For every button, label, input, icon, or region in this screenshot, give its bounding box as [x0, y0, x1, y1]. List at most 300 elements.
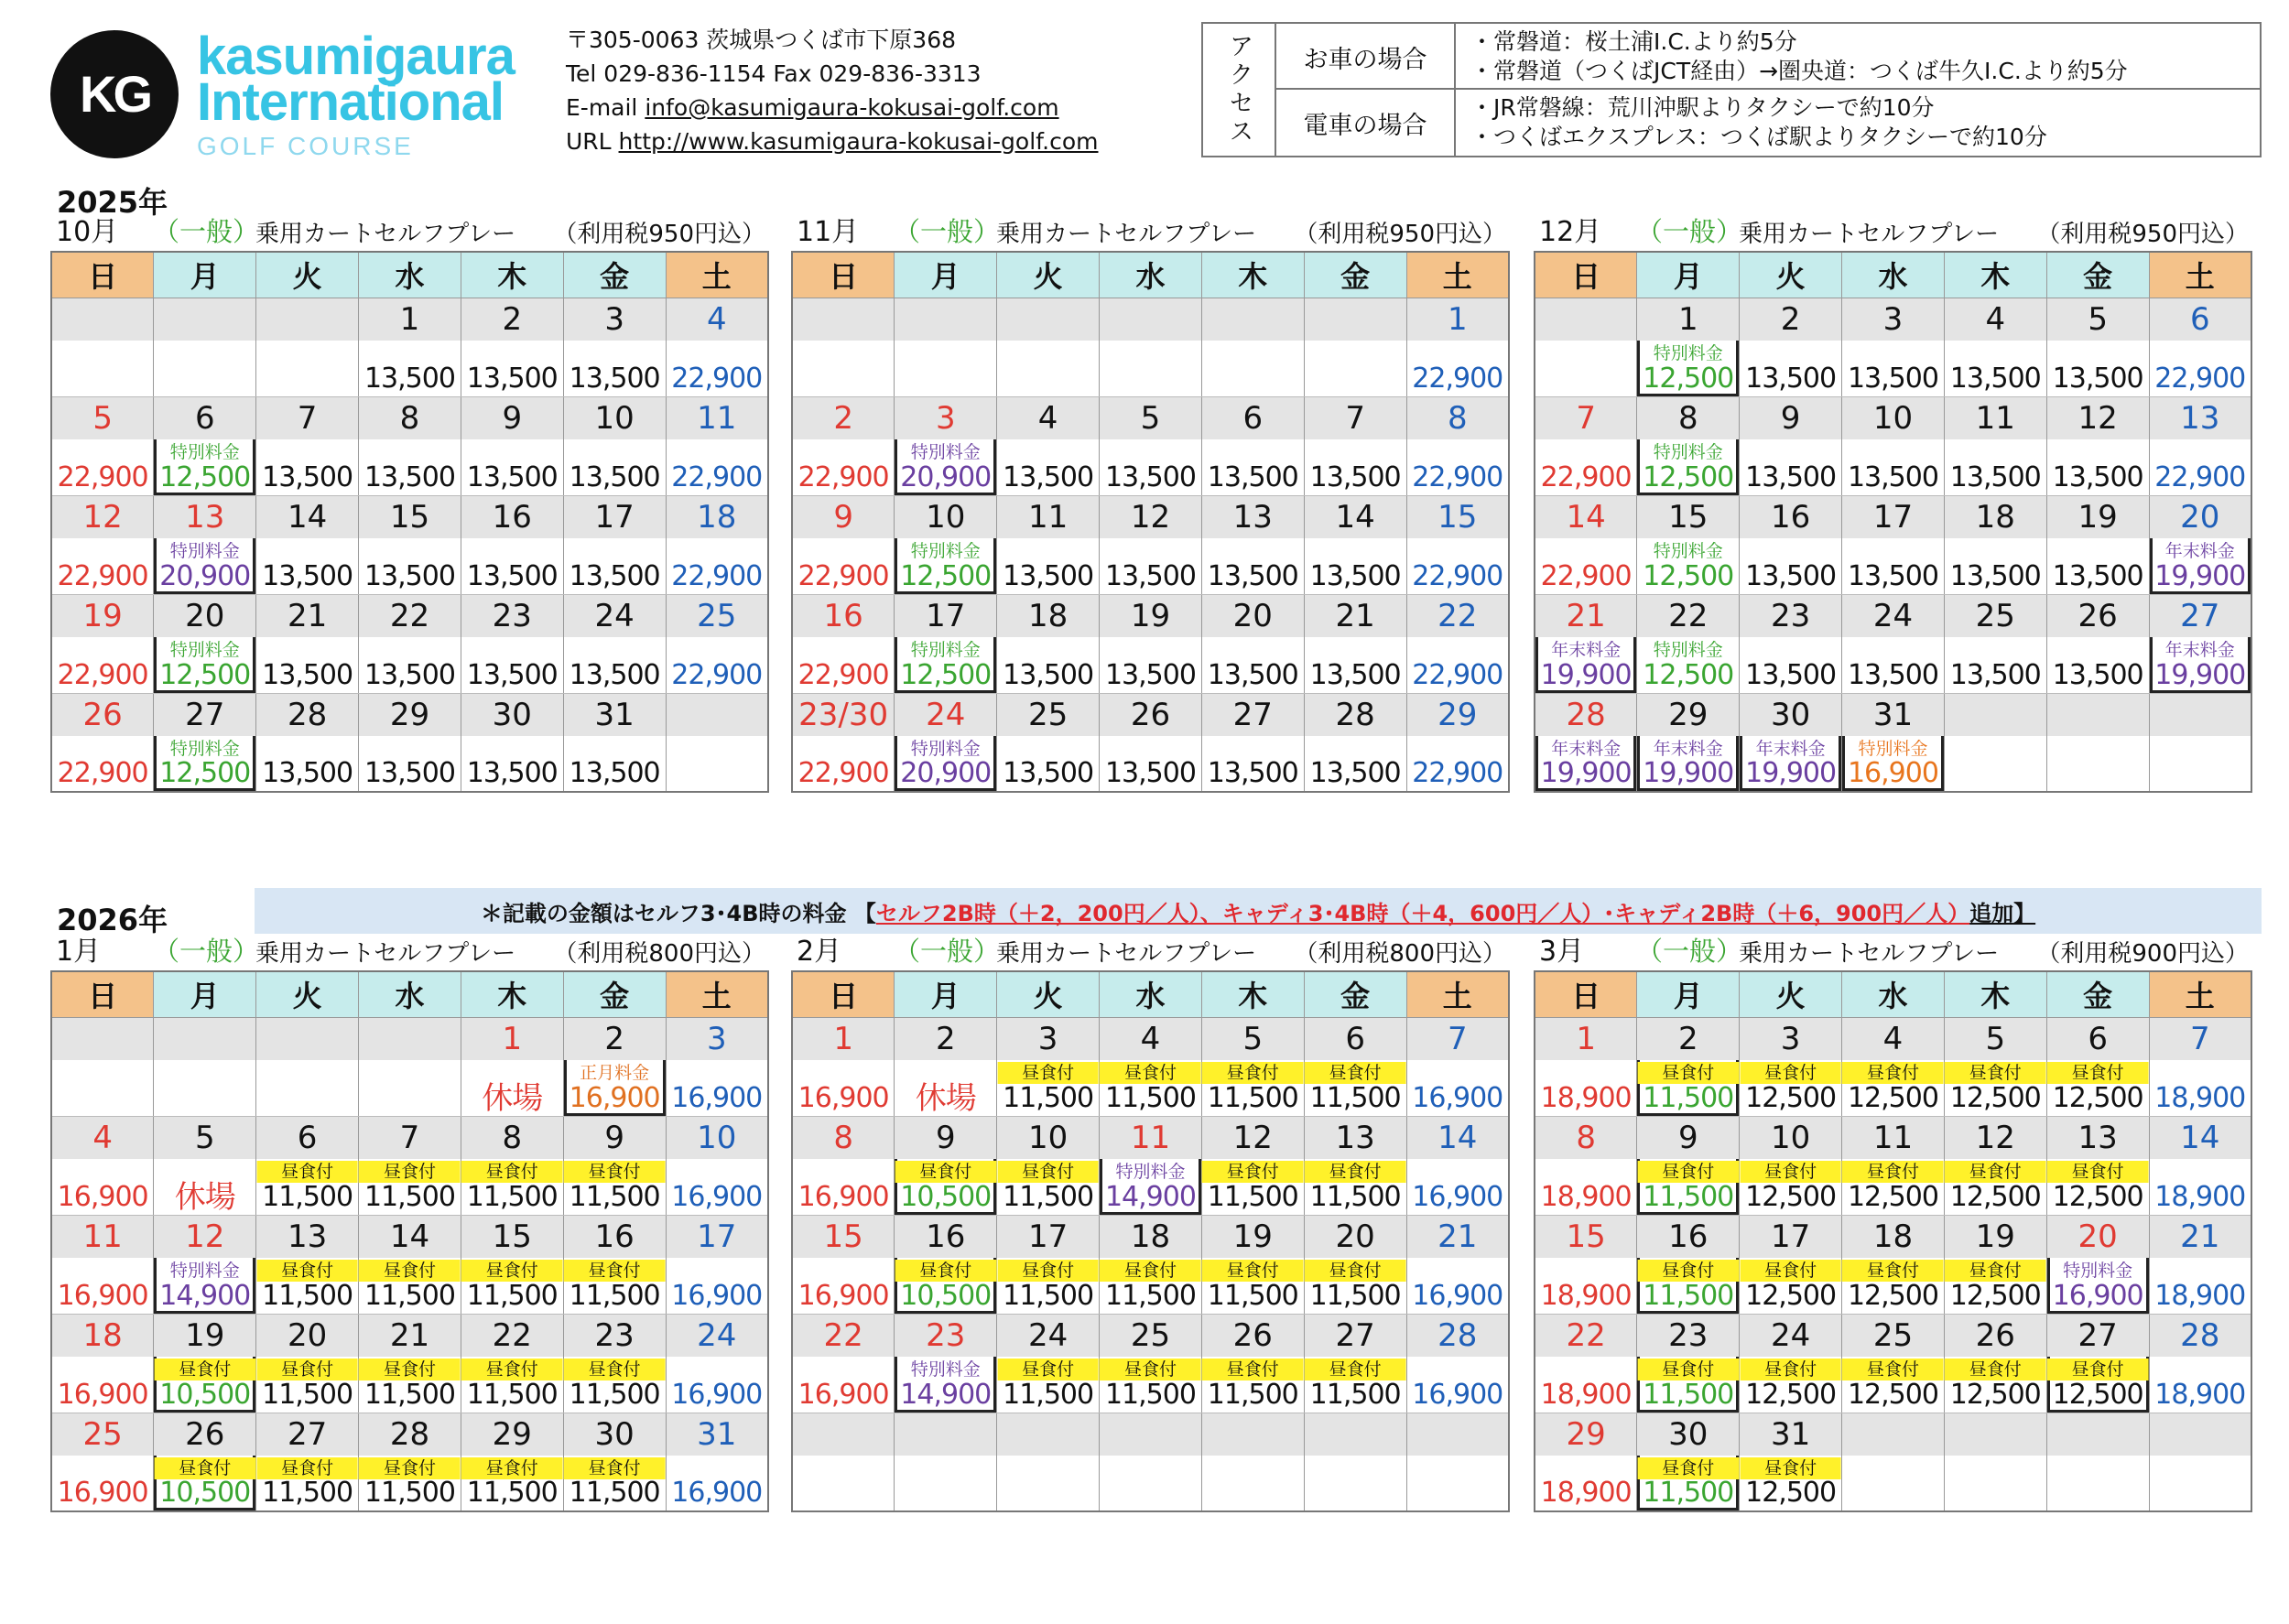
- day-cell[interactable]: [564, 1413, 666, 1511]
- day-cell[interactable]: [793, 694, 894, 792]
- day-cell[interactable]: [2150, 298, 2251, 396]
- day-cell[interactable]: [1202, 595, 1304, 693]
- day-cell[interactable]: [52, 1413, 153, 1511]
- rate-badge: 特別料金: [910, 738, 981, 759]
- day-cell[interactable]: [1407, 1018, 1508, 1116]
- day-cell[interactable]: [1305, 397, 1406, 495]
- day-cell[interactable]: [564, 694, 666, 792]
- day-cell[interactable]: [1305, 496, 1406, 594]
- day-cell[interactable]: [1945, 595, 2046, 693]
- day-cell[interactable]: [1637, 1413, 1739, 1511]
- day-cell[interactable]: [359, 298, 461, 396]
- price: 13,500: [1847, 559, 1938, 592]
- day-cell[interactable]: [1740, 595, 1841, 693]
- day-cell[interactable]: [1945, 1315, 2046, 1413]
- day-cell[interactable]: [997, 1018, 1099, 1116]
- rate-badge: 昼食付: [1740, 1457, 1841, 1479]
- price: 12,500: [1847, 1378, 1938, 1411]
- week-row: [792, 396, 1509, 495]
- day-cell: [1202, 298, 1304, 396]
- price: 16,900: [797, 1180, 889, 1213]
- day-number: 16: [461, 496, 563, 538]
- weekday-header: 土: [666, 971, 768, 1017]
- day-cell[interactable]: [1305, 1315, 1406, 1413]
- price: 22,900: [1412, 757, 1503, 789]
- weekday-header: 木: [1201, 252, 1304, 298]
- day-number: [667, 694, 767, 736]
- day-number: 14: [1407, 1117, 1508, 1159]
- day-cell[interactable]: [1535, 1018, 1636, 1116]
- day-cell[interactable]: [667, 1018, 767, 1116]
- day-cell[interactable]: [52, 496, 153, 594]
- day-cell[interactable]: [1407, 1315, 1508, 1413]
- day-cell[interactable]: [154, 1117, 255, 1215]
- day-cell[interactable]: [1535, 1216, 1636, 1314]
- rate-badge: 昼食付: [1100, 1359, 1201, 1380]
- day-cell[interactable]: [1305, 1018, 1406, 1116]
- day-number: 12: [52, 496, 153, 538]
- price: 13,500: [1207, 460, 1298, 493]
- day-cell[interactable]: [1637, 595, 1739, 693]
- day-cell[interactable]: [1535, 694, 1636, 792]
- day-number: 15: [461, 1216, 563, 1258]
- price: 14,900: [900, 1378, 992, 1411]
- rate-badge: 特別料金: [1653, 540, 1723, 561]
- day-cell[interactable]: [1100, 595, 1201, 693]
- day-cell[interactable]: [256, 595, 358, 693]
- day-cell[interactable]: [564, 496, 666, 594]
- day-cell[interactable]: [1535, 595, 1636, 693]
- day-cell[interactable]: [564, 1216, 666, 1314]
- day-number: 16: [895, 1216, 996, 1258]
- day-cell[interactable]: [564, 397, 666, 495]
- day-cell[interactable]: [256, 1315, 358, 1413]
- day-cell[interactable]: [895, 1117, 996, 1215]
- day-cell: [1100, 1413, 1201, 1511]
- day-number: 14: [1305, 496, 1406, 538]
- day-cell[interactable]: [1100, 496, 1201, 594]
- day-cell[interactable]: [154, 595, 255, 693]
- day-cell[interactable]: [667, 1315, 767, 1413]
- day-cell[interactable]: [895, 694, 996, 792]
- day-cell[interactable]: [1637, 496, 1739, 594]
- day-number: 21: [359, 1315, 461, 1357]
- price: 22,900: [671, 460, 763, 493]
- price: 12,500: [1745, 1378, 1837, 1411]
- day-number: 26: [1100, 694, 1201, 736]
- day-cell: [2047, 1413, 2149, 1511]
- car-route-2: ・常磐道（つくばJCT経由）→圏央道：つくば牛久I.C.より約5分: [1470, 58, 2128, 84]
- day-cell[interactable]: [1637, 397, 1739, 495]
- day-cell[interactable]: [997, 397, 1099, 495]
- day-cell[interactable]: [52, 595, 153, 693]
- price: 13,500: [569, 559, 660, 592]
- day-cell[interactable]: [1945, 496, 2046, 594]
- day-number: 21: [2150, 1216, 2251, 1258]
- day-cell[interactable]: [154, 397, 255, 495]
- day-cell[interactable]: [667, 595, 767, 693]
- day-cell[interactable]: [1305, 1117, 1406, 1215]
- rate-badge: 特別料金: [169, 738, 240, 759]
- day-cell[interactable]: [52, 694, 153, 792]
- day-cell[interactable]: [895, 496, 996, 594]
- day-number: 18: [1100, 1216, 1201, 1258]
- day-number: 3: [1740, 1018, 1841, 1060]
- day-cell[interactable]: [461, 1216, 563, 1314]
- day-cell[interactable]: [1305, 595, 1406, 693]
- calendar-grid: [50, 251, 769, 793]
- day-cell[interactable]: [1407, 397, 1508, 495]
- day-cell[interactable]: [2150, 1117, 2251, 1215]
- day-cell[interactable]: [667, 1216, 767, 1314]
- day-cell[interactable]: [256, 1413, 358, 1511]
- day-cell[interactable]: [667, 1117, 767, 1215]
- day-cell[interactable]: [2150, 1216, 2251, 1314]
- price: 13,500: [1847, 658, 1938, 691]
- day-cell[interactable]: [1100, 397, 1201, 495]
- day-number: 20: [2047, 1216, 2149, 1258]
- day-cell[interactable]: [154, 496, 255, 594]
- day-cell[interactable]: [1842, 496, 1944, 594]
- day-number: 20: [256, 1315, 358, 1357]
- weekday-header: 土: [1406, 252, 1509, 298]
- day-cell[interactable]: [1202, 1315, 1304, 1413]
- train-route-1: ・JR常磐線：荒川沖駅よりタクシーで約10分: [1470, 94, 1935, 121]
- rate-badge: 年末料金: [1653, 738, 1723, 759]
- day-cell: [1202, 1413, 1304, 1511]
- day-cell[interactable]: [1407, 1117, 1508, 1215]
- day-cell[interactable]: [2047, 1117, 2149, 1215]
- day-cell[interactable]: [1740, 298, 1841, 396]
- day-cell[interactable]: [793, 1315, 894, 1413]
- day-cell[interactable]: [564, 595, 666, 693]
- day-cell[interactable]: [793, 397, 894, 495]
- price: 16,900: [569, 1081, 660, 1114]
- price: 19,900: [1643, 757, 1734, 789]
- day-cell[interactable]: [667, 397, 767, 495]
- day-cell[interactable]: [564, 1315, 666, 1413]
- play-description: 乗用カートセルフプレー: [996, 221, 1257, 248]
- day-cell[interactable]: [1305, 694, 1406, 792]
- month-title: [50, 934, 769, 970]
- day-cell[interactable]: [461, 595, 563, 693]
- day-cell: [997, 298, 1099, 396]
- rate-badge: 昼食付: [359, 1457, 461, 1479]
- price: 11,500: [1643, 1477, 1734, 1509]
- day-number: 19: [52, 595, 153, 637]
- rate-badge: 昼食付: [1637, 1457, 1739, 1479]
- week-row: [1535, 594, 2251, 693]
- day-cell[interactable]: [359, 1216, 461, 1314]
- day-number: 2: [1637, 1018, 1739, 1060]
- day-cell[interactable]: [1100, 1216, 1201, 1314]
- day-number: 22: [1407, 595, 1508, 637]
- rate-badge: 昼食付: [1945, 1260, 2046, 1282]
- rate-badge: 昼食付: [359, 1260, 461, 1282]
- day-cell[interactable]: [1535, 496, 1636, 594]
- day-cell[interactable]: [256, 496, 358, 594]
- day-cell[interactable]: [895, 595, 996, 693]
- day-cell[interactable]: [461, 298, 563, 396]
- day-number: 9: [1637, 1117, 1739, 1159]
- day-cell[interactable]: [461, 1117, 563, 1215]
- day-cell[interactable]: [1945, 397, 2046, 495]
- day-cell[interactable]: [1202, 1117, 1304, 1215]
- day-cell[interactable]: [1740, 496, 1841, 594]
- price: 13,500: [1949, 362, 2041, 395]
- day-cell[interactable]: [359, 694, 461, 792]
- day-number: 30: [1637, 1413, 1739, 1456]
- day-cell[interactable]: [997, 1315, 1099, 1413]
- week-row: [792, 495, 1509, 594]
- day-cell[interactable]: [359, 397, 461, 495]
- day-cell[interactable]: [359, 1117, 461, 1215]
- day-number: 9: [564, 1117, 666, 1159]
- website-link[interactable]: http://www.kasumigaura-kokusai-golf.com: [618, 128, 1099, 155]
- day-cell[interactable]: [1535, 1413, 1636, 1511]
- day-cell[interactable]: [997, 496, 1099, 594]
- price: 12,500: [1949, 1180, 2041, 1213]
- weekday-header: 火: [256, 971, 359, 1017]
- day-cell[interactable]: [461, 1018, 563, 1116]
- weekday-header: 木: [1944, 252, 2046, 298]
- day-cell[interactable]: [1945, 1216, 2046, 1314]
- day-cell[interactable]: [1202, 397, 1304, 495]
- day-cell[interactable]: [154, 1413, 255, 1511]
- day-number: 11: [667, 397, 767, 439]
- day-cell[interactable]: [1740, 1117, 1841, 1215]
- day-cell[interactable]: [1407, 298, 1508, 396]
- day-cell[interactable]: [52, 1117, 153, 1215]
- day-cell[interactable]: [895, 1018, 996, 1116]
- day-cell[interactable]: [2150, 595, 2251, 693]
- day-cell[interactable]: [154, 1216, 255, 1314]
- day-cell[interactable]: [154, 694, 255, 792]
- day-cell[interactable]: [564, 1018, 666, 1116]
- day-cell[interactable]: [895, 1216, 996, 1314]
- day-cell[interactable]: [1740, 397, 1841, 495]
- day-cell[interactable]: [895, 1315, 996, 1413]
- day-cell[interactable]: [2150, 397, 2251, 495]
- day-cell[interactable]: [1842, 595, 1944, 693]
- week-row: [792, 298, 1509, 396]
- day-cell[interactable]: [52, 1315, 153, 1413]
- day-cell[interactable]: [1637, 1018, 1739, 1116]
- day-cell[interactable]: [997, 1216, 1099, 1314]
- day-number: 1: [1535, 1018, 1636, 1060]
- price: 16,900: [57, 1477, 148, 1509]
- price: 12,500: [1847, 1081, 1938, 1114]
- price: 13,500: [2052, 460, 2143, 493]
- day-cell[interactable]: [1842, 1216, 1944, 1314]
- day-cell[interactable]: [2047, 298, 2149, 396]
- day-cell[interactable]: [1407, 496, 1508, 594]
- day-cell[interactable]: [1842, 1018, 1944, 1116]
- day-number: [359, 1018, 461, 1060]
- day-cell[interactable]: [1740, 694, 1841, 792]
- day-number: 27: [2150, 595, 2251, 637]
- day-cell[interactable]: [1740, 1413, 1841, 1511]
- day-number: 21: [1407, 1216, 1508, 1258]
- day-cell[interactable]: [256, 694, 358, 792]
- price: 13,500: [1003, 658, 1094, 691]
- week-row: [1535, 1215, 2251, 1314]
- price: 13,500: [1003, 559, 1094, 592]
- day-cell[interactable]: [1202, 496, 1304, 594]
- day-cell[interactable]: [564, 298, 666, 396]
- price: 13,500: [1745, 559, 1837, 592]
- day-cell[interactable]: [461, 1413, 563, 1511]
- day-cell[interactable]: [2150, 496, 2251, 594]
- price: 11,500: [1309, 1378, 1401, 1411]
- day-cell[interactable]: [2150, 1018, 2251, 1116]
- day-cell[interactable]: [2047, 1018, 2149, 1116]
- day-cell[interactable]: [1535, 397, 1636, 495]
- day-cell[interactable]: [1407, 595, 1508, 693]
- day-cell[interactable]: [52, 1216, 153, 1314]
- day-cell[interactable]: [359, 595, 461, 693]
- day-cell[interactable]: [2047, 595, 2149, 693]
- day-cell[interactable]: [2047, 397, 2149, 495]
- week-row: [792, 1314, 1509, 1413]
- day-cell[interactable]: [997, 1117, 1099, 1215]
- rate-badge: 昼食付: [1740, 1260, 1841, 1282]
- weekday-header: 土: [666, 252, 768, 298]
- day-cell[interactable]: [256, 397, 358, 495]
- day-cell[interactable]: [1535, 1315, 1636, 1413]
- day-cell[interactable]: [52, 397, 153, 495]
- day-cell[interactable]: [359, 496, 461, 594]
- day-cell[interactable]: [256, 1216, 358, 1314]
- rate-badge: 昼食付: [1202, 1161, 1304, 1183]
- day-cell[interactable]: [667, 298, 767, 396]
- day-cell[interactable]: [1842, 1315, 1944, 1413]
- day-number: 24: [997, 1315, 1099, 1357]
- day-cell[interactable]: [154, 1315, 255, 1413]
- day-cell[interactable]: [793, 595, 894, 693]
- weekday-header: 金: [563, 971, 666, 1017]
- price: 16,900: [797, 1378, 889, 1411]
- day-number: 17: [1740, 1216, 1841, 1258]
- day-cell[interactable]: [1842, 694, 1944, 792]
- price: 13,500: [1207, 757, 1298, 789]
- day-cell[interactable]: [793, 496, 894, 594]
- day-cell[interactable]: [2047, 496, 2149, 594]
- day-cell: [154, 298, 255, 396]
- day-number: 19: [1202, 1216, 1304, 1258]
- day-number: 6: [2047, 1018, 2149, 1060]
- price: 20,900: [159, 559, 251, 592]
- tax-note: （利用税950円込）: [2036, 221, 2249, 248]
- price: 13,500: [262, 658, 353, 691]
- day-cell[interactable]: [461, 1315, 563, 1413]
- rate-badge: 昼食付: [461, 1161, 563, 1183]
- day-cell[interactable]: [895, 397, 996, 495]
- day-cell[interactable]: [1100, 694, 1201, 792]
- day-cell[interactable]: [461, 694, 563, 792]
- day-cell[interactable]: [667, 496, 767, 594]
- day-cell[interactable]: [1637, 1315, 1739, 1413]
- day-cell[interactable]: [1740, 1216, 1841, 1314]
- day-cell[interactable]: [1842, 397, 1944, 495]
- price: 12,500: [1643, 658, 1734, 691]
- day-cell[interactable]: [1407, 694, 1508, 792]
- day-number: [154, 1018, 255, 1060]
- tax-note: （利用税950円込）: [553, 221, 765, 248]
- day-number: [997, 298, 1099, 341]
- rate-badge: 特別料金: [910, 540, 981, 561]
- week-row: [51, 1017, 768, 1116]
- day-cell[interactable]: [1407, 1216, 1508, 1314]
- day-number: 23/30: [793, 694, 894, 736]
- tax-note: （利用税950円込）: [1294, 221, 1506, 248]
- day-cell[interactable]: [1637, 298, 1739, 396]
- day-cell[interactable]: [1305, 1216, 1406, 1314]
- day-cell[interactable]: [461, 397, 563, 495]
- day-cell[interactable]: [997, 595, 1099, 693]
- day-cell[interactable]: [1842, 1117, 1944, 1215]
- weekday-header: 木: [461, 971, 563, 1017]
- week-row: [792, 1017, 1509, 1116]
- day-cell[interactable]: [997, 694, 1099, 792]
- day-cell[interactable]: [1740, 1315, 1841, 1413]
- day-cell[interactable]: [1202, 1018, 1304, 1116]
- day-cell[interactable]: [1100, 1117, 1201, 1215]
- day-number: 27: [1305, 1315, 1406, 1357]
- day-number: 6: [154, 397, 255, 439]
- rate-badge: 昼食付: [895, 1161, 996, 1183]
- day-cell[interactable]: [1100, 1315, 1201, 1413]
- day-cell[interactable]: [359, 1413, 461, 1511]
- day-cell[interactable]: [1637, 694, 1739, 792]
- day-number: 16: [1637, 1216, 1739, 1258]
- day-number: 17: [1842, 496, 1944, 538]
- day-cell[interactable]: [1202, 694, 1304, 792]
- day-cell[interactable]: [359, 1315, 461, 1413]
- day-cell[interactable]: [793, 1117, 894, 1215]
- day-cell[interactable]: [461, 496, 563, 594]
- day-cell[interactable]: [1202, 1216, 1304, 1314]
- day-cell[interactable]: [564, 1117, 666, 1215]
- day-cell[interactable]: [793, 1216, 894, 1314]
- day-number: 1: [1407, 298, 1508, 341]
- price: 13,500: [569, 460, 660, 493]
- day-cell[interactable]: [1637, 1216, 1739, 1314]
- day-number: 12: [2047, 397, 2149, 439]
- day-number: 9: [793, 496, 894, 538]
- day-number: [1100, 298, 1201, 341]
- email-link[interactable]: info@kasumigaura-kokusai-golf.com: [645, 94, 1059, 121]
- day-cell[interactable]: [1100, 1018, 1201, 1116]
- day-cell[interactable]: [2150, 1315, 2251, 1413]
- day-cell[interactable]: [1637, 1117, 1739, 1215]
- day-cell[interactable]: [793, 1018, 894, 1116]
- day-cell[interactable]: [256, 1117, 358, 1215]
- day-cell[interactable]: [667, 1413, 767, 1511]
- day-cell[interactable]: [2047, 1315, 2149, 1413]
- day-cell[interactable]: [1535, 1117, 1636, 1215]
- day-cell[interactable]: [1945, 1018, 2046, 1116]
- day-cell[interactable]: [1945, 1117, 2046, 1215]
- day-cell[interactable]: [1945, 298, 2046, 396]
- day-cell: [895, 1413, 996, 1511]
- day-cell[interactable]: [1842, 298, 1944, 396]
- weekday-header: 木: [461, 252, 563, 298]
- day-cell[interactable]: [2047, 1216, 2149, 1314]
- day-number: 11: [997, 496, 1099, 538]
- day-cell[interactable]: [1740, 1018, 1841, 1116]
- day-number: 25: [667, 595, 767, 637]
